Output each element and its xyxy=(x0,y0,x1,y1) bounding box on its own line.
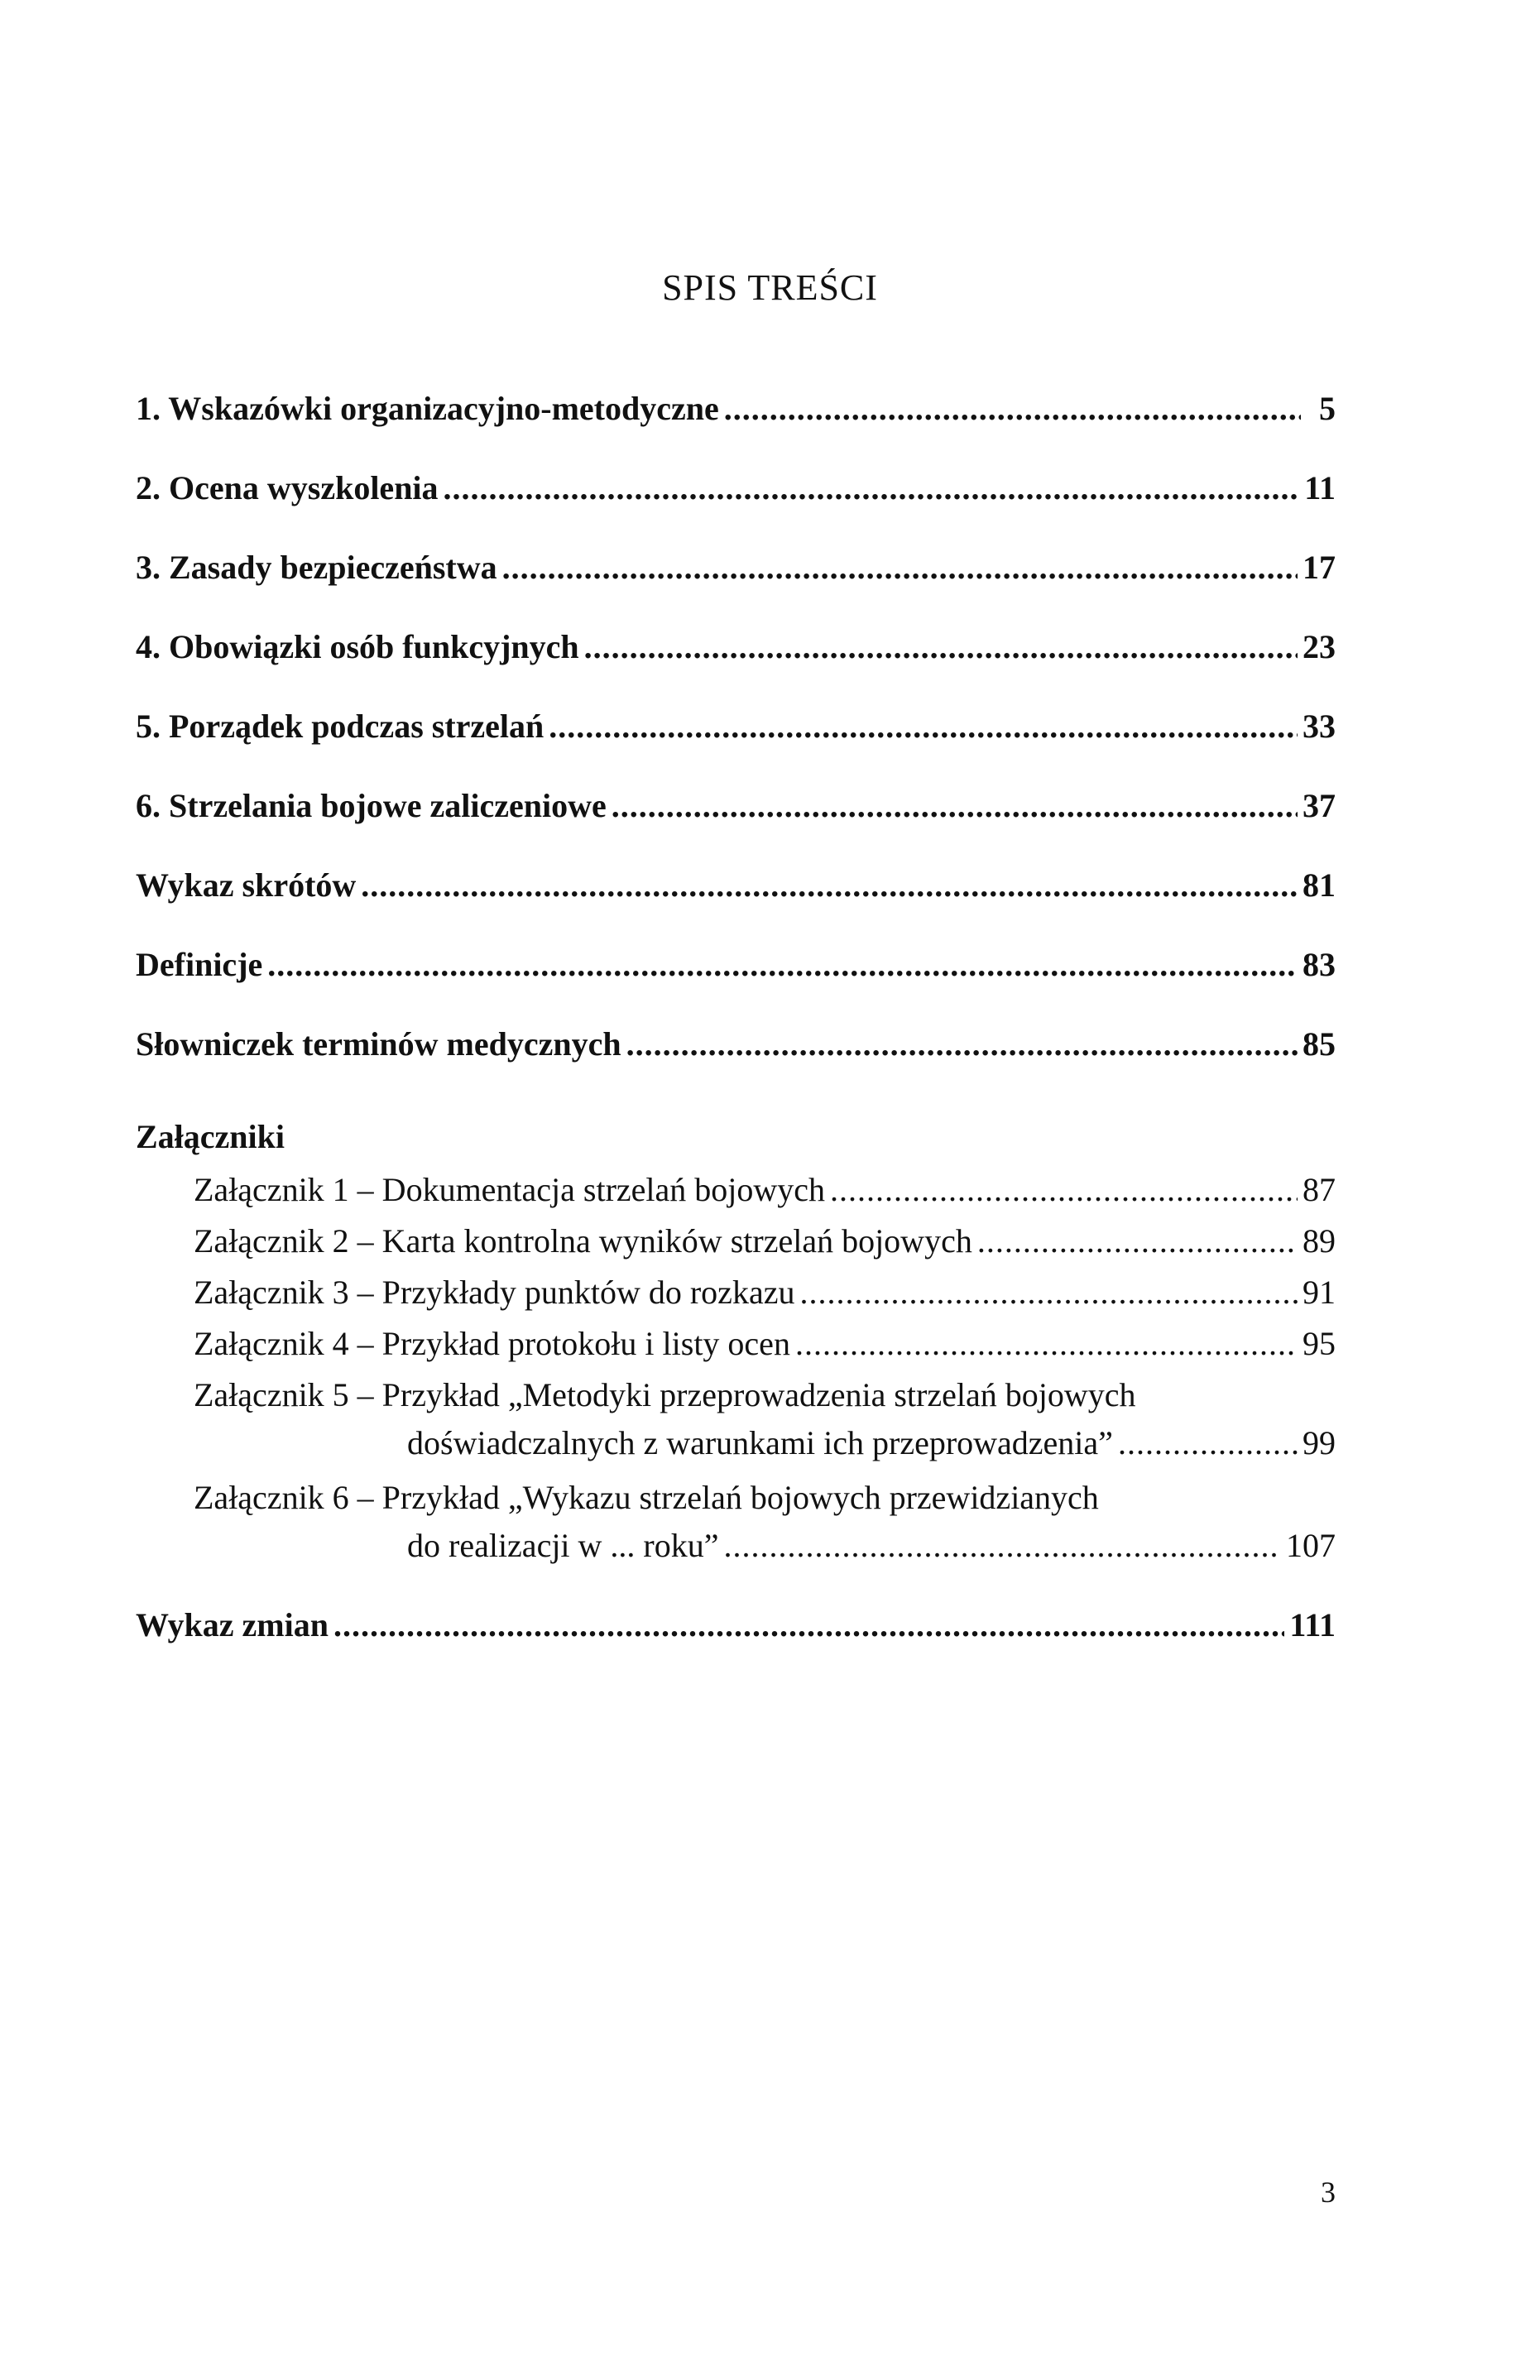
toc-entry-abbreviations[interactable] xyxy=(136,866,1336,945)
toc-entry-label: Wykaz skrótów xyxy=(136,866,357,904)
toc-entry-3[interactable] xyxy=(136,548,1336,627)
page-title: SPIS TREŚCI xyxy=(662,267,878,308)
toc-entry-label: 6. Strzelania bojowe zaliczeniowe xyxy=(136,787,607,824)
dot-leader xyxy=(549,707,1298,746)
attachment-label: Załącznik 3 – Przykłady punktów do rozkazu xyxy=(194,1274,795,1311)
toc-entry-label: 3. Zasady bezpieczeństwa xyxy=(136,549,497,586)
toc-entry-page: 23 xyxy=(1303,628,1336,665)
toc-entry-page: 81 xyxy=(1303,866,1336,904)
dot-leader xyxy=(977,1221,1298,1260)
dot-leader xyxy=(1118,1423,1298,1462)
attachment-entry-3[interactable] xyxy=(194,1273,1336,1324)
attachment-label: Załącznik 2 – Karta kontrolna wyników strzelań bojowych xyxy=(194,1222,972,1260)
dot-leader xyxy=(584,627,1298,666)
attachment-continuation xyxy=(194,1526,1336,1581)
table-of-contents xyxy=(136,389,1336,1685)
dot-leader xyxy=(724,389,1301,428)
attachment-page: 89 xyxy=(1303,1222,1336,1260)
toc-entry-page: 83 xyxy=(1303,946,1336,983)
attachment-entry-6[interactable] xyxy=(194,1478,1336,1581)
toc-entry-4[interactable] xyxy=(136,627,1336,707)
toc-entry-label: Słowniczek terminów medycznych xyxy=(136,1025,621,1063)
attachments-heading[interactable]: Załączniki xyxy=(136,1118,285,1155)
attachment-page: 87 xyxy=(1303,1171,1336,1208)
dot-leader xyxy=(724,1526,1281,1565)
dot-leader xyxy=(799,1273,1298,1312)
dot-leader xyxy=(267,945,1298,984)
toc-entry-definitions[interactable] xyxy=(136,945,1336,1024)
attachment-label: Załącznik 5 – Przykład „Metodyki przeprowadzenia strzelań bojowych xyxy=(194,1376,1136,1413)
attachment-continuation xyxy=(194,1423,1336,1478)
dot-leader xyxy=(612,786,1298,825)
toc-entry-page: 11 xyxy=(1304,469,1336,506)
attachment-entry-2[interactable] xyxy=(194,1221,1336,1273)
dot-leader xyxy=(830,1170,1298,1209)
attachment-page: 107 xyxy=(1286,1527,1336,1564)
toc-entry-changes[interactable] xyxy=(136,1605,1336,1685)
dot-leader xyxy=(626,1024,1298,1063)
toc-entry-label: 2. Ocena wyszkolenia xyxy=(136,469,439,506)
attachment-label: Załącznik 6 – Przykład „Wykazu strzelań bojowych przewidzianych xyxy=(194,1479,1099,1516)
dot-leader xyxy=(333,1605,1284,1644)
toc-entry-label: 1. Wskazówki organizacyjno-metodyczne xyxy=(136,390,719,427)
toc-entry-label: 4. Obowiązki osób funkcyjnych xyxy=(136,628,579,665)
attachments-list xyxy=(194,1170,1336,1581)
toc-entry-label: Definicje xyxy=(136,946,263,983)
attachment-label: Załącznik 1 – Dokumentacja strzelań bojowych xyxy=(194,1171,826,1208)
toc-entry-page: 17 xyxy=(1303,549,1336,586)
toc-entry-page: 85 xyxy=(1303,1025,1336,1063)
toc-entry-page: 33 xyxy=(1303,708,1336,745)
attachment-label-continued: do realizacji w ... roku” xyxy=(407,1527,719,1564)
page-number: 3 xyxy=(1321,2176,1336,2209)
attachment-entry-1[interactable] xyxy=(194,1170,1336,1221)
dot-leader xyxy=(502,548,1298,587)
toc-entry-page: 111 xyxy=(1289,1606,1336,1643)
dot-leader xyxy=(795,1324,1298,1363)
dot-leader xyxy=(444,468,1300,507)
toc-entry-6[interactable] xyxy=(136,786,1336,866)
attachment-entry-5[interactable] xyxy=(194,1375,1336,1478)
toc-entry-2[interactable] xyxy=(136,468,1336,548)
attachment-page: 95 xyxy=(1303,1325,1336,1362)
attachment-label-continued: doświadczalnych z warunkami ich przeprowadzenia” xyxy=(407,1424,1113,1461)
toc-entry-1[interactable] xyxy=(136,389,1336,468)
toc-entry-label: Wykaz zmian xyxy=(136,1606,329,1643)
dot-leader xyxy=(361,866,1298,904)
attachment-entry-4[interactable] xyxy=(194,1324,1336,1375)
toc-entry-page: 5 xyxy=(1319,390,1336,427)
toc-entry-5[interactable] xyxy=(136,707,1336,786)
attachment-label: Załącznik 4 – Przykład protokołu i listy ocen xyxy=(194,1325,790,1362)
toc-entry-label: 5. Porządek podczas strzelań xyxy=(136,708,545,745)
attachment-page: 91 xyxy=(1303,1274,1336,1311)
toc-entry-page: 37 xyxy=(1303,787,1336,824)
attachment-page: 99 xyxy=(1303,1424,1336,1461)
toc-entry-glossary[interactable] xyxy=(136,1024,1336,1104)
